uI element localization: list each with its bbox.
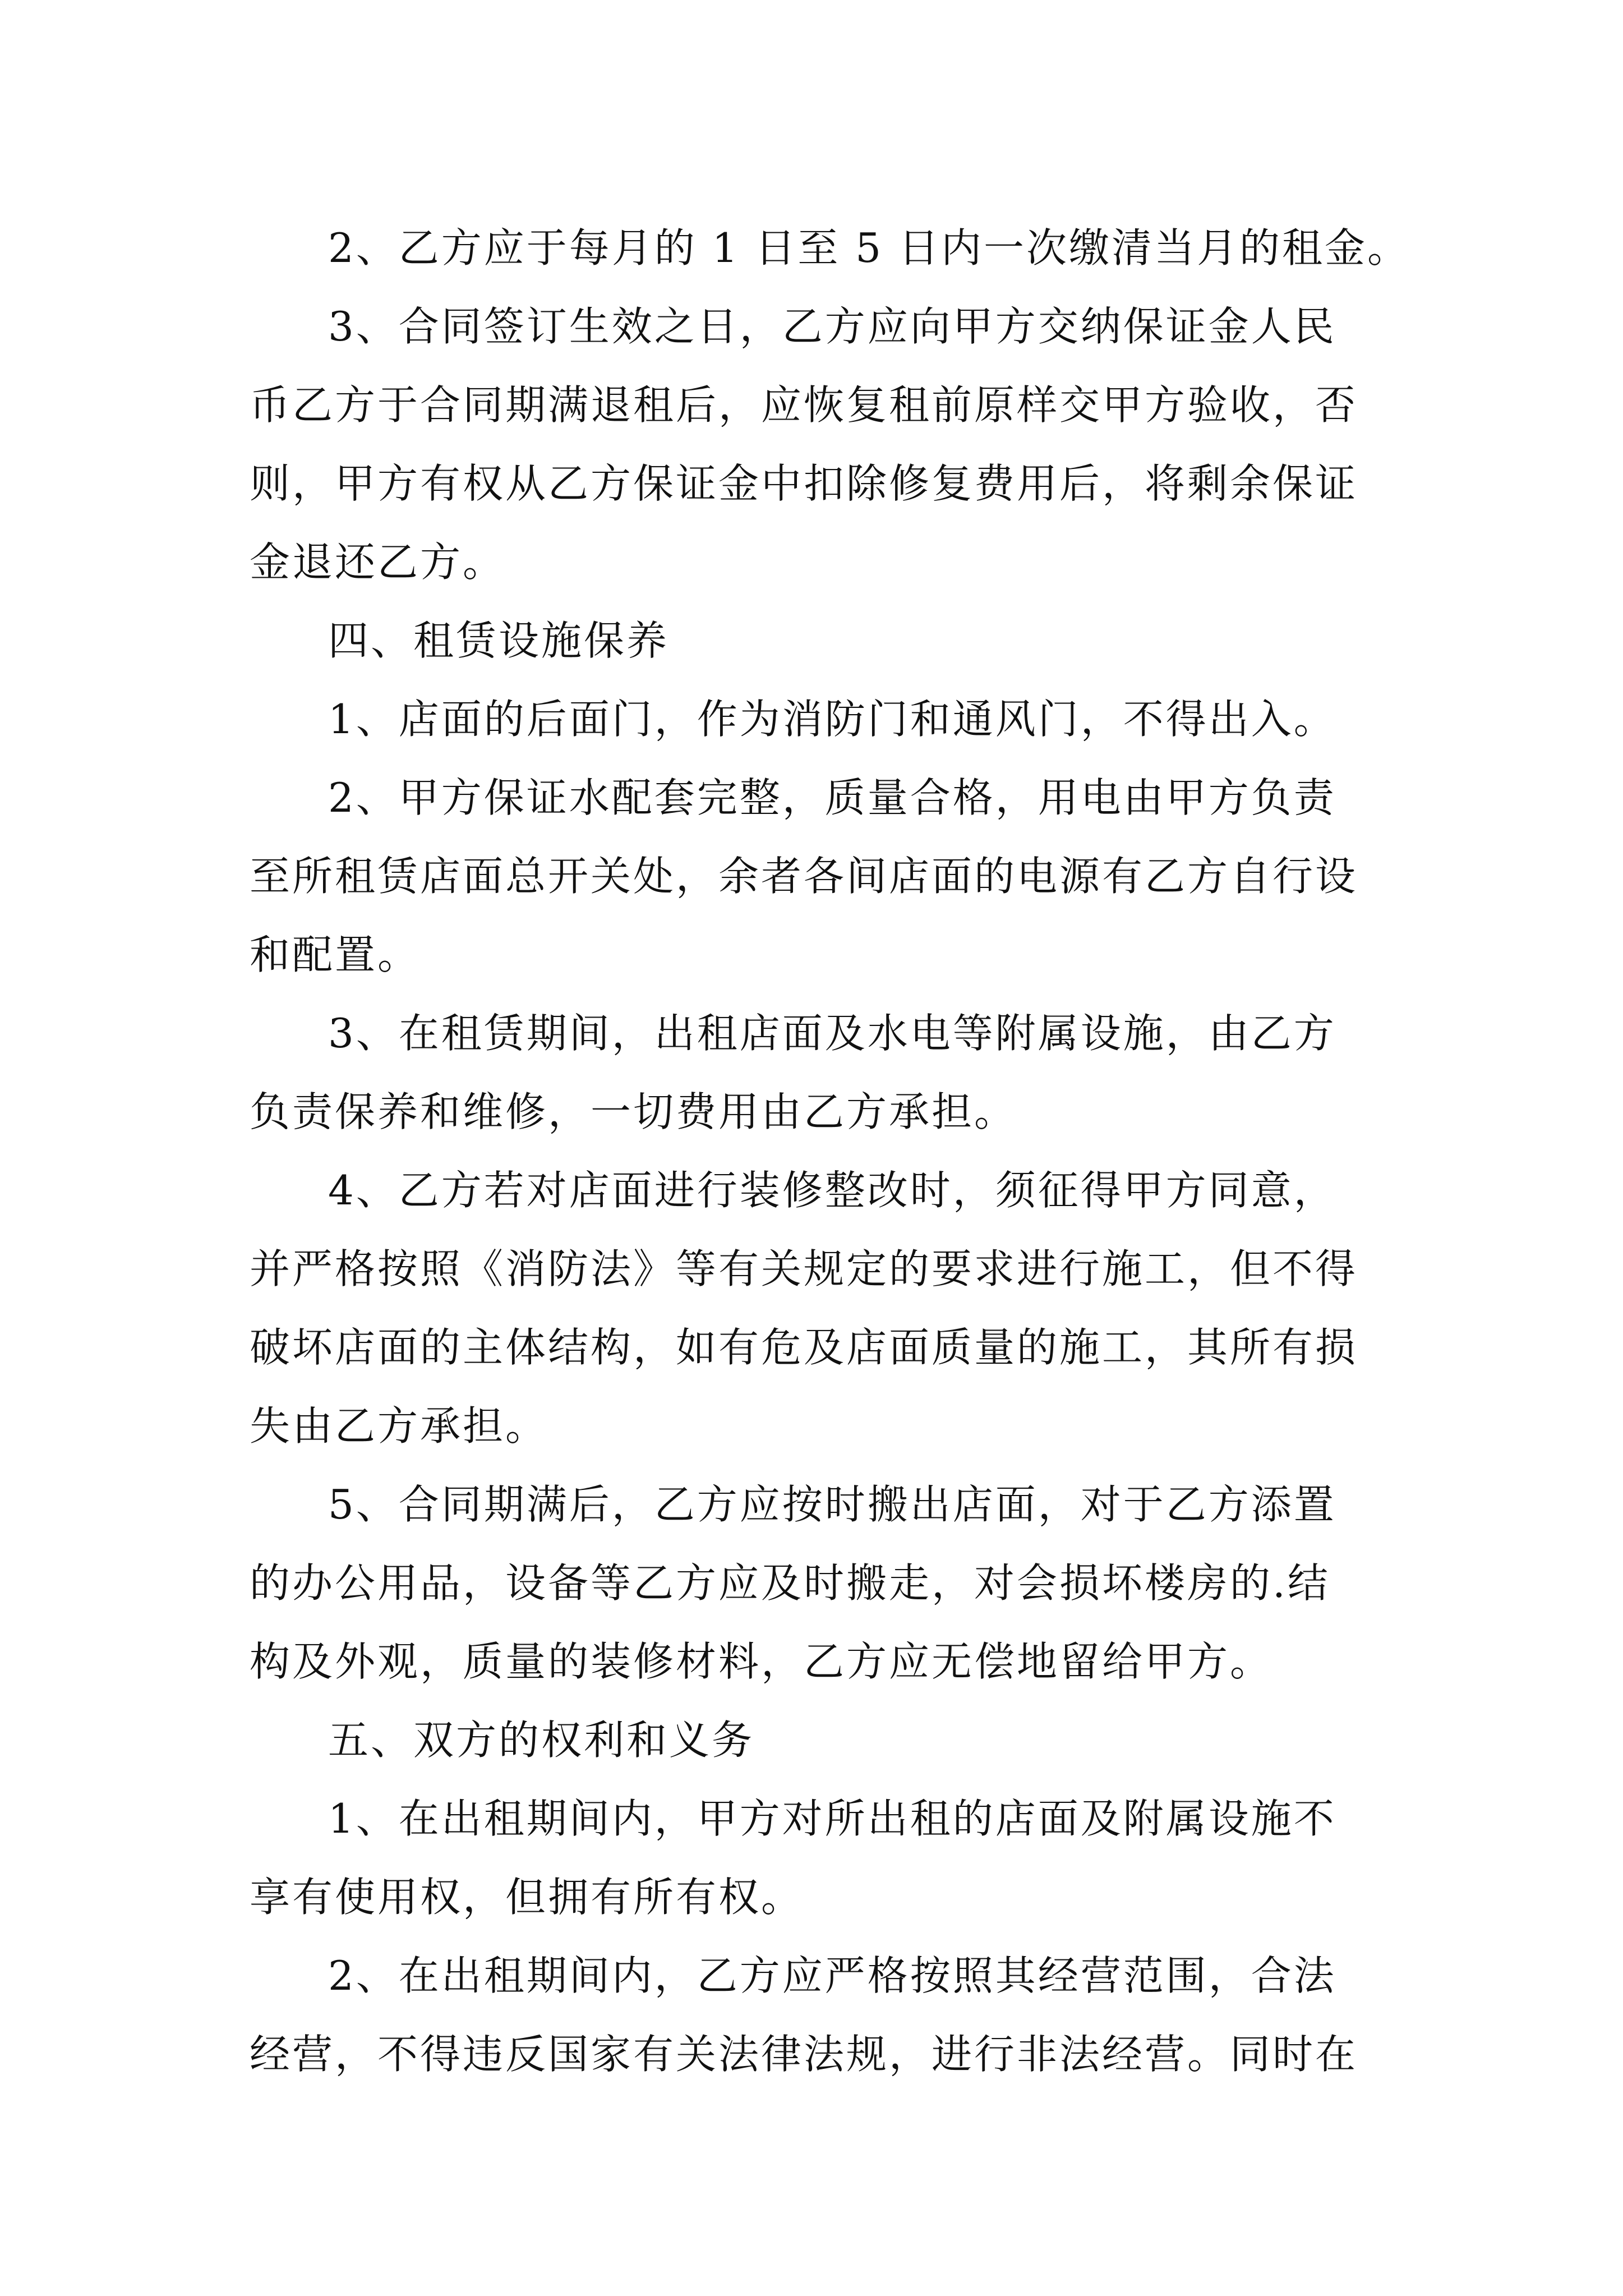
text-line: 破坏店面的主体结构，如有危及店面质量的施工，其所有损 bbox=[250, 1324, 1358, 1371]
section-heading-rights-obligations bbox=[250, 1701, 1388, 1779]
text-line: 经营，不得违反国家有关法律法规，进行非法经营。同时在 bbox=[250, 2031, 1358, 2078]
text-line: 1、在出租期间内，甲方对所出租的店面及附属设施不 bbox=[328, 1795, 1336, 1842]
section-heading: 四、租赁设施保养 bbox=[328, 617, 670, 664]
text-line: 3、合同签订生效之日，乙方应向甲方交纳保证金人民 bbox=[328, 303, 1336, 350]
text-line: 失由乙方承担。 bbox=[250, 1402, 548, 1450]
text-line: 4、乙方若对店面进行装修整改时，须征得甲方同意， bbox=[328, 1167, 1336, 1214]
text-line: 2、甲方保证水配套完整，质量合格，用电由甲方负责 bbox=[328, 774, 1336, 821]
paragraph-water-electricity bbox=[250, 758, 1388, 994]
text-line: 和配置。 bbox=[250, 931, 421, 978]
paragraph-renovation bbox=[250, 1151, 1388, 1465]
section-heading-facility-maintenance bbox=[250, 601, 1388, 680]
paragraph-ownership bbox=[250, 1779, 1388, 1936]
paragraph-lawful-operation bbox=[250, 1936, 1388, 2093]
paragraph-back-door bbox=[250, 680, 1388, 758]
paragraph-maintenance-costs bbox=[250, 994, 1388, 1151]
paragraph-move-out bbox=[250, 1465, 1388, 1701]
section-heading: 五、双方的权利和义务 bbox=[328, 1717, 755, 1764]
text-line: 币乙方于合同期满退租后，应恢复租前原样交甲方验收，否 bbox=[250, 381, 1358, 429]
text-line: 构及外观，质量的装修材料，乙方应无偿地留给甲方。 bbox=[250, 1638, 1273, 1685]
text-line: 的办公用品，设备等乙方应及时搬走，对会损坏楼房的.结 bbox=[250, 1559, 1330, 1607]
text-line: 1、店面的后面门，作为消防门和通风门，不得出入。 bbox=[328, 696, 1336, 743]
text-line: 3、在租赁期间，出租店面及水电等附属设施，由乙方 bbox=[328, 1010, 1336, 1057]
paragraph-deposit bbox=[250, 287, 1388, 601]
text-line: 享有使用权，但拥有所有权。 bbox=[250, 1874, 804, 1921]
text-line: 2、在出租期间内，乙方应严格按照其经营范围，合法 bbox=[328, 1952, 1336, 1999]
text-line: 金退还乙方。 bbox=[250, 539, 506, 586]
text-line: 并严格按照《消防法》等有关规定的要求进行施工，但不得 bbox=[250, 1245, 1358, 1292]
text-line: 则，甲方有权从乙方保证金中扣除修复费用后，将剩余保证 bbox=[250, 460, 1358, 507]
document-body bbox=[250, 209, 1410, 2093]
paragraph-rent-payment bbox=[250, 209, 1410, 287]
text-line: 5、合同期满后，乙方应按时搬出店面，对于乙方添置 bbox=[328, 1481, 1336, 1528]
text-line: 至所租赁店面总开关处，余者各间店面的电源有乙方自行设 bbox=[250, 853, 1358, 900]
text-line: 2、乙方应于每月的 1 日至 5 日内一次缴清当月的租金。 bbox=[328, 224, 1410, 272]
text-line: 负责保养和维修，一切费用由乙方承担。 bbox=[250, 1088, 1017, 1135]
